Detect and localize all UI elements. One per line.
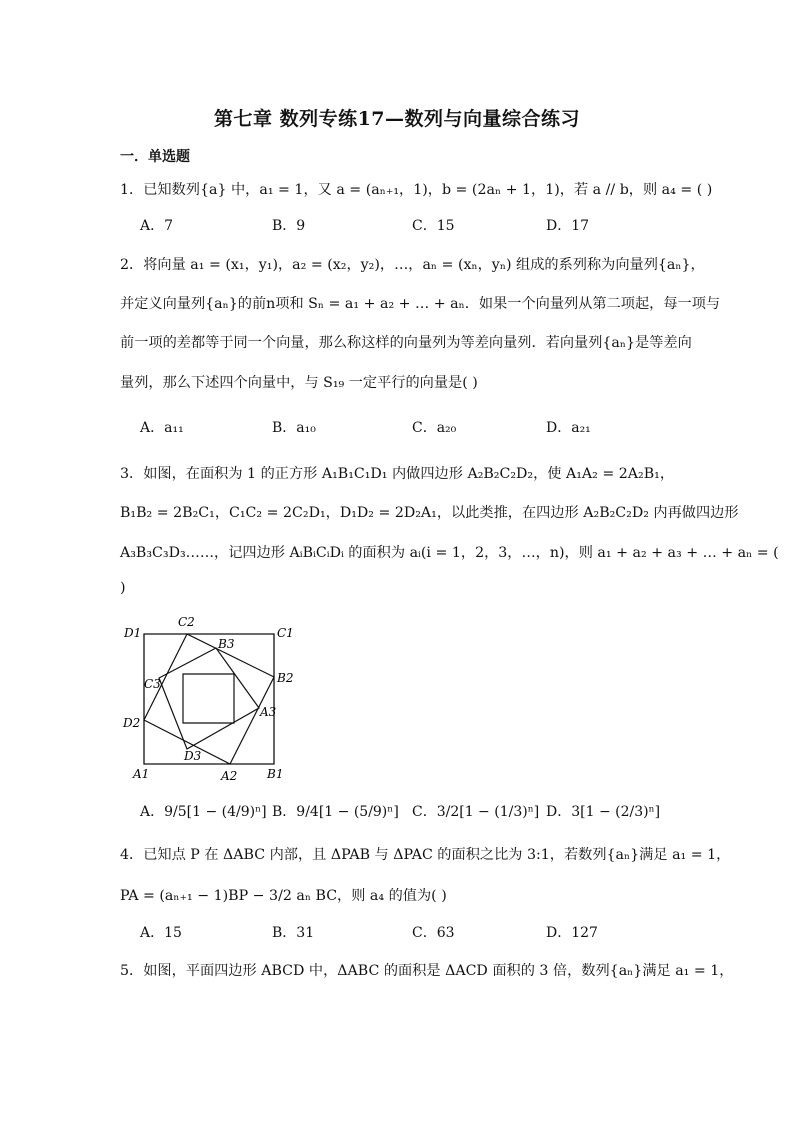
label-c2: C2 <box>178 615 195 629</box>
q2-line-1: 2．将向量 a₁ = (x₁，y₁)，a₂ = (x₂，y₂)，…，aₙ = (xₙ，yₙ) 组成的系列称为向量列{aₙ}， <box>120 257 705 273</box>
square-4 <box>183 674 234 723</box>
q3-line-4: ) <box>120 580 126 596</box>
label-d2: D2 <box>123 716 141 730</box>
section-heading: 一．单选题 <box>120 149 190 165</box>
square-1 <box>144 634 274 764</box>
q4-line-2: PA = (aₙ₊₁ − 1)BP − 3/2 aₙ BC，则 a₄ 的值为( ) <box>120 888 447 904</box>
q1-option-a[interactable]: A．7 <box>140 218 174 234</box>
q2-option-b[interactable]: B．a₁₀ <box>272 420 316 436</box>
q3-figure <box>120 612 310 792</box>
label-a2: A2 <box>221 769 238 783</box>
q4-option-b[interactable]: B．31 <box>272 925 315 941</box>
q2-line-2: 并定义向量列{aₙ}的前n项和 Sₙ = a₁ + a₂ + … + aₙ．如果一个向量列从第二项起，每一项与 <box>120 296 721 312</box>
q5-line-1: 5．如图，平面四边形 ABCD 中，ΔABC 的面积是 ΔACD 面积的 3 倍，数列{aₙ}满足 a₁ = 1， <box>120 963 734 979</box>
q2-option-a[interactable]: A．a₁₁ <box>140 420 184 436</box>
label-a1: A1 <box>133 767 150 781</box>
q2-option-c[interactable]: C．a₂₀ <box>412 420 457 436</box>
q2-line-4: 量列，那么下述四个向量中，与 S₁₉ 一定平行的向量是( ) <box>120 375 478 391</box>
q4-line-1: 4．已知点 P 在 ΔABC 内部，且 ΔPAB 与 ΔPAC 的面积之比为 3:1，若数列{aₙ}满足 a₁ = 1， <box>120 847 731 863</box>
q4-option-a[interactable]: A．15 <box>140 925 182 941</box>
q3-option-b[interactable]: B．9/4[1 − (5/9)ⁿ] <box>272 804 399 820</box>
q1-stem-rest: } 中，a₁ = 1，又 a = (aₙ₊₁，1)，b = (2aₙ + 1，1)，若 a // b，则 a₄ = ( ) <box>217 182 713 198</box>
question-1 <box>120 180 712 200</box>
q1-option-c[interactable]: C．15 <box>412 218 455 234</box>
label-a3: A3 <box>260 705 277 719</box>
q3-option-c[interactable]: C．3/2[1 − (1/3)ⁿ] <box>412 804 540 820</box>
label-c1: C1 <box>277 626 294 640</box>
q1-option-b[interactable]: B．9 <box>272 218 306 234</box>
q3-option-a[interactable]: A．9/5[1 − (4/9)ⁿ] <box>140 804 267 820</box>
label-b1: B1 <box>267 767 284 781</box>
page-title: 第七章 数列专练17—数列与向量综合练习 <box>213 108 581 130</box>
q1-stem: 1．已知数列{a <box>120 182 218 198</box>
label-b3: B3 <box>218 637 235 651</box>
q2-line-3: 前一项的差都等于同一个向量，那么称这样的向量列为等差向量列．若向量列{aₙ}是等差向 <box>120 335 692 351</box>
q4-option-d[interactable]: D．127 <box>546 925 598 941</box>
label-c3: C3 <box>144 677 161 691</box>
q2-option-d[interactable]: D．a₂₁ <box>546 420 591 436</box>
q3-line-2: B₁B₂ = 2B₂C₁，C₁C₂ = 2C₂D₁，D₁D₂ = 2D₂A₁，以此类推，在四边形 A₂B₂C₂D₂ 内再做四边形 <box>120 505 739 521</box>
q4-option-c[interactable]: C．63 <box>412 925 455 941</box>
label-d3: D3 <box>184 749 202 763</box>
q3-option-d[interactable]: D．3[1 − (2/3)ⁿ] <box>546 804 661 820</box>
q1-option-d[interactable]: D．17 <box>546 218 590 234</box>
q3-line-1: 3．如图，在面积为 1 的正方形 A₁B₁C₁D₁ 内做四边形 A₂B₂C₂D₂，使 A₁A₂ = 2A₂B₁， <box>120 466 675 482</box>
square-3 <box>159 648 259 749</box>
square-2 <box>144 634 274 764</box>
label-d1: D1 <box>124 626 142 640</box>
label-b2: B2 <box>277 671 294 685</box>
q3-line-3: A₃B₃C₃D₃……，记四边形 AᵢBᵢCᵢDᵢ 的面积为 aᵢ(i = 1，2，3，…，n)，则 a₁ + a₂ + a₃ + … + aₙ = ( <box>120 545 779 561</box>
